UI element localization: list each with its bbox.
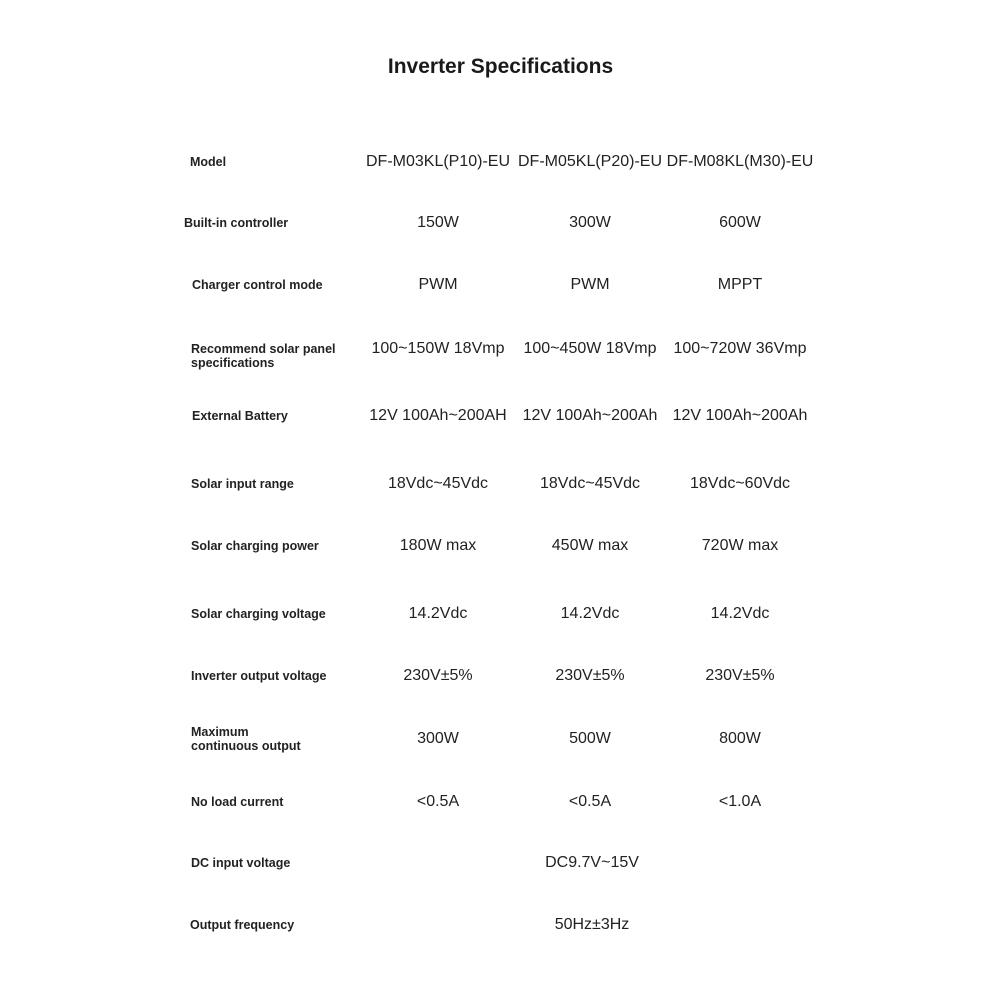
cell-output-voltage-2: 230V±5% — [555, 667, 625, 684]
cell-model-2: DF-M05KL(P20)-EU — [517, 153, 663, 170]
cell-charging-power-1: 180W max — [399, 537, 477, 554]
cell-no-load-2: <0.5A — [568, 793, 612, 810]
row-label: Solar input range — [191, 477, 294, 491]
cell-charging-voltage-3: 14.2Vdc — [710, 605, 770, 622]
cell-charger-mode-3: MPPT — [717, 276, 763, 293]
cell-charger-mode-2: PWM — [570, 276, 610, 293]
cell-no-load-1: <0.5A — [416, 793, 460, 810]
cell-output-voltage-3: 230V±5% — [705, 667, 775, 684]
cell-max-output-1: 300W — [417, 730, 459, 747]
row-label: DC input voltage — [191, 856, 291, 870]
row-label: No load current — [191, 795, 284, 809]
cell-charger-mode-1: PWM — [418, 276, 458, 293]
cell-max-output-3: 800W — [719, 730, 761, 747]
row-label: Built-in controller — [184, 216, 289, 230]
cell-solar-panel-1: 100~150W 18Vmp — [371, 340, 505, 357]
cell-solar-panel-3: 100~720W 36Vmp — [673, 340, 807, 357]
cell-model-1: DF-M03KL(P10)-EU — [365, 153, 511, 170]
row-label: Inverter output voltage — [191, 669, 327, 683]
cell-controller-2: 300W — [569, 214, 611, 231]
cell-controller-1: 150W — [417, 214, 459, 231]
row-label: Model — [190, 155, 227, 169]
cell-battery-1: 12V 100Ah~200AH — [369, 407, 507, 424]
cell-battery-2: 12V 100Ah~200Ah — [522, 407, 658, 424]
page-title: Inverter Specifications — [387, 55, 614, 78]
row-label: External Battery — [192, 409, 288, 423]
cell-solar-input-2: 18Vdc~45Vdc — [539, 475, 641, 492]
cell-dc-input-voltage: DC9.7V~15V — [545, 854, 639, 871]
row-label: Solar charging power — [191, 539, 319, 553]
cell-charging-power-3: 720W max — [701, 537, 779, 554]
cell-model-3: DF-M08KL(M30)-EU — [666, 153, 814, 170]
cell-max-output-2: 500W — [569, 730, 611, 747]
row-label: Recommend solar panel specifications — [191, 342, 336, 370]
cell-output-voltage-1: 230V±5% — [403, 667, 473, 684]
cell-charging-voltage-2: 14.2Vdc — [560, 605, 620, 622]
cell-controller-3: 600W — [719, 214, 761, 231]
cell-charging-power-2: 450W max — [551, 537, 629, 554]
cell-solar-panel-2: 100~450W 18Vmp — [523, 340, 657, 357]
cell-output-frequency: 50Hz±3Hz — [554, 916, 630, 933]
row-label: Output frequency — [190, 918, 295, 932]
cell-no-load-3: <1.0A — [718, 793, 762, 810]
row-label: Charger control mode — [192, 278, 323, 292]
cell-solar-input-3: 18Vdc~60Vdc — [689, 475, 791, 492]
row-label: Solar charging voltage — [191, 607, 326, 621]
row-label: Maximum continuous output — [191, 725, 301, 753]
cell-charging-voltage-1: 14.2Vdc — [408, 605, 468, 622]
cell-solar-input-1: 18Vdc~45Vdc — [387, 475, 489, 492]
cell-battery-3: 12V 100Ah~200Ah — [672, 407, 808, 424]
